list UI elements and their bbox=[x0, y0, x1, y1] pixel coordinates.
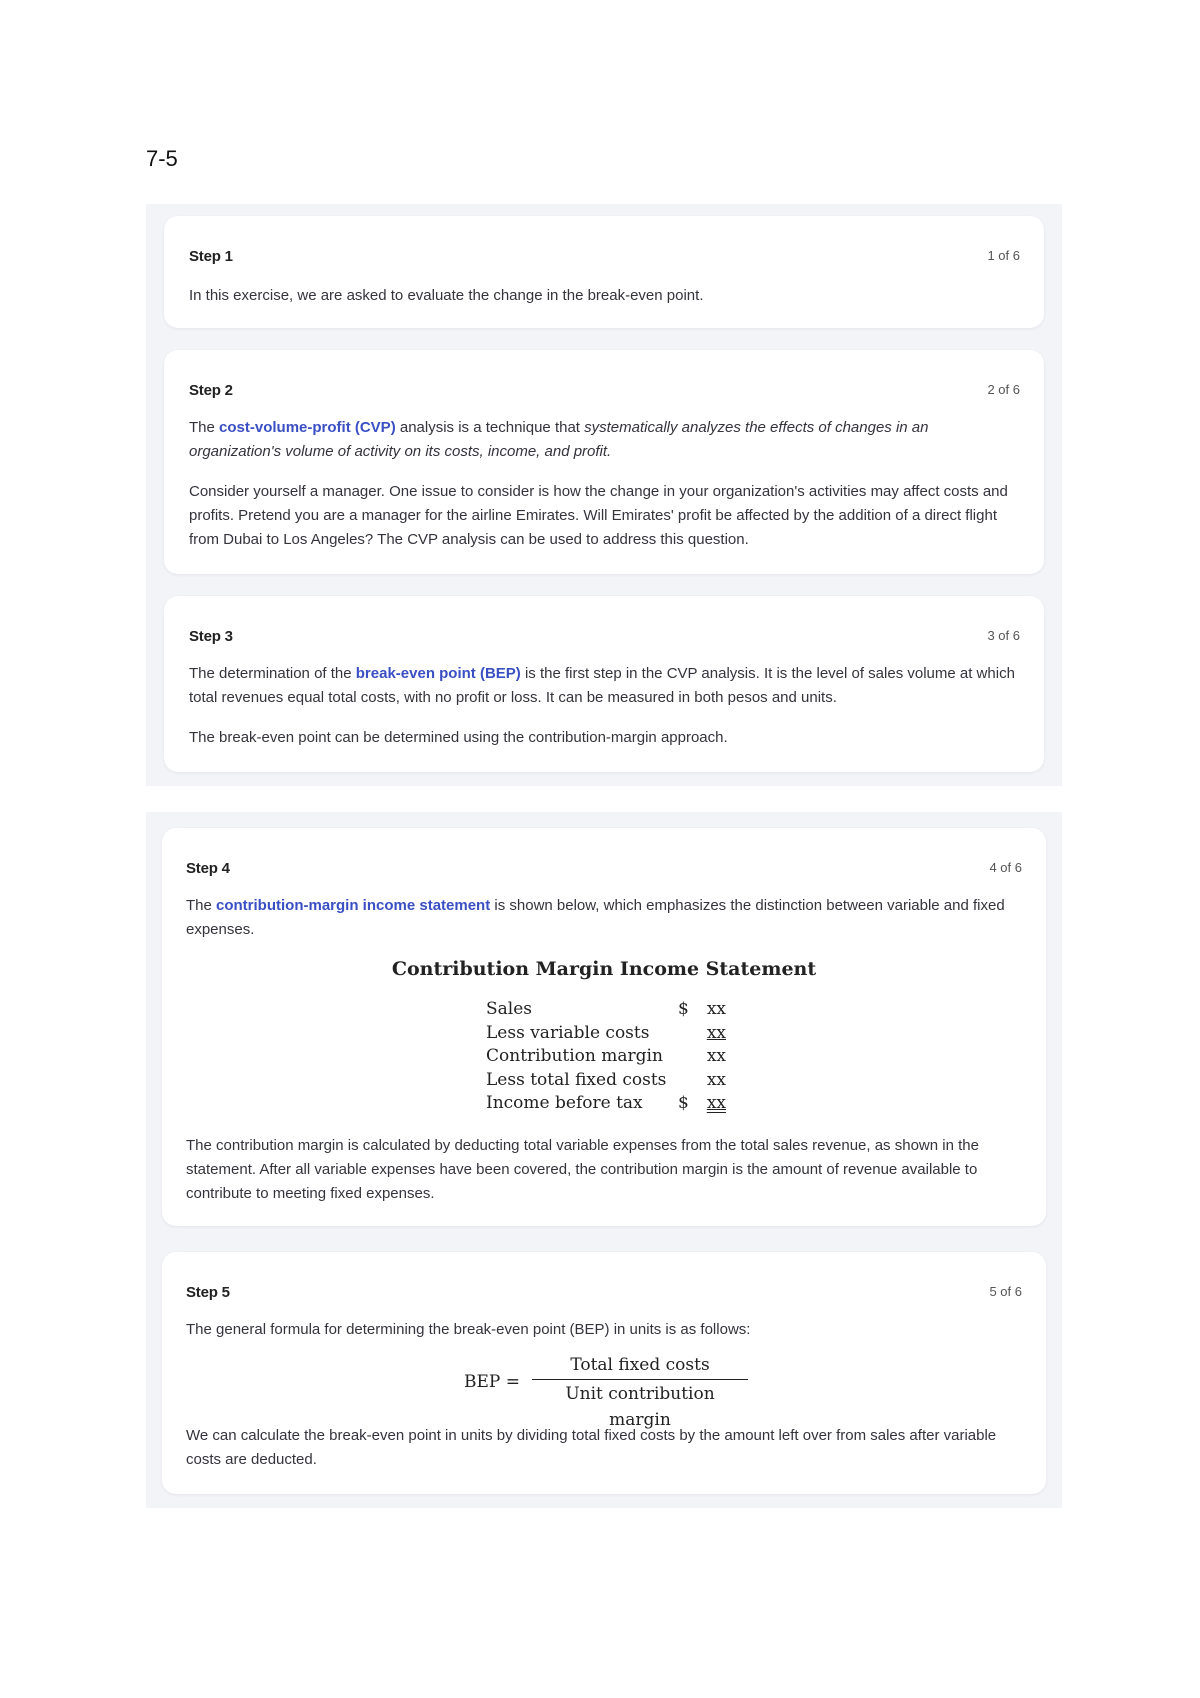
step-card-4 bbox=[162, 828, 1046, 1226]
statement-row-label: Sales bbox=[486, 999, 533, 1019]
step-card-3 bbox=[164, 596, 1044, 772]
step-text: The contribution margin is calculated by deducting total variable expenses from the total sales revenue, as shown in the statement. After all variable expenses have been covered, the contribution margin is the amount of revenue available to contribute to meeting fixed expenses. bbox=[186, 1137, 979, 1202]
step-card-5 bbox=[162, 1252, 1046, 1494]
step-label: Step 3 bbox=[189, 628, 233, 645]
statement-row-income-before-tax bbox=[486, 1092, 726, 1116]
formula-numerator: Total fixed costs bbox=[570, 1355, 710, 1375]
step-label: Step 1 bbox=[189, 248, 233, 265]
solution-panel-2 bbox=[146, 812, 1062, 1508]
page-title: 7-5 bbox=[146, 146, 178, 171]
text-segment: is the first step in the CVP analysis. It is the level of sales volume at which total revenues equal total costs, with no profit or loss. It can be measured in both pesos and units. bbox=[189, 665, 1015, 706]
step-counter: 3 of 6 bbox=[987, 628, 1020, 643]
statement-row-amount: xx bbox=[706, 1069, 726, 1090]
statement-row-currency: $ bbox=[678, 1093, 689, 1113]
step-label: Step 2 bbox=[189, 382, 233, 399]
statement-row-currency bbox=[678, 1069, 700, 1093]
formula-fraction bbox=[532, 1352, 748, 1430]
statement-row-fixed-costs bbox=[486, 1069, 726, 1093]
step-counter: 2 of 6 bbox=[987, 382, 1020, 397]
step-text: The general formula for determining the break-even point (BEP) in units is as follows: bbox=[186, 1321, 751, 1338]
step-counter: 4 of 6 bbox=[989, 860, 1022, 875]
statement-row-currency: $ bbox=[678, 999, 689, 1019]
statement-title: Contribution Margin Income Statement bbox=[391, 958, 817, 980]
statement-row-currency bbox=[678, 1022, 700, 1046]
statement-row-contribution-margin bbox=[486, 1045, 726, 1069]
text-segment: analysis is a technique that bbox=[395, 419, 585, 436]
cvp-definition-italic: systematically analyzes the effects of changes in an organization's volume of activity on its costs, income, and profit. bbox=[189, 419, 929, 460]
statement-row-sales bbox=[486, 998, 726, 1022]
step-counter: 1 of 6 bbox=[987, 248, 1020, 263]
statement-row-label: Less total fixed costs bbox=[486, 1069, 667, 1090]
statement-row-amount: xx bbox=[706, 1093, 726, 1113]
step-text: Consider yourself a manager. One issue to consider is how the change in your organization's activities may affect costs and profits. Pretend you are a manager for the airline Emirates. Will Emirates' profit be affected by the addition of a direct flight from Dubai to Los Angeles? The CVP analysis can be used to address this question. bbox=[189, 483, 1008, 548]
step-card-2 bbox=[164, 350, 1044, 574]
statement-row-amount: xx bbox=[706, 1046, 726, 1066]
text-segment: The bbox=[189, 419, 220, 436]
solution-panel-1 bbox=[146, 204, 1062, 786]
step-label: Step 4 bbox=[186, 860, 230, 877]
statement-row-label: Contribution margin bbox=[486, 1046, 663, 1066]
text-segment: The determination of the bbox=[189, 665, 356, 682]
step-text: In this exercise, we are asked to evaluate the change in the break-even point. bbox=[189, 287, 704, 304]
step-label: Step 5 bbox=[186, 1284, 230, 1301]
text-segment: is shown below, which emphasizes the distinction between variable and fixed expenses. bbox=[186, 897, 1005, 938]
text-segment: The bbox=[186, 897, 217, 914]
statement-row-currency bbox=[678, 1045, 700, 1069]
statement-row-amount: xx bbox=[706, 999, 726, 1019]
statement-row-label: Less variable costs bbox=[486, 1022, 650, 1043]
fraction-bar bbox=[532, 1379, 748, 1380]
step-text-cvp-definition bbox=[189, 416, 1019, 464]
statement-row-label: Income before tax bbox=[486, 1093, 643, 1113]
statement-row-variable-costs bbox=[486, 1022, 726, 1046]
formula-denominator: Unit contribution margin bbox=[565, 1384, 715, 1430]
term-bep: break-even point (BEP) bbox=[355, 665, 521, 682]
step-card-1 bbox=[164, 216, 1044, 328]
step-text-bep-definition bbox=[189, 662, 1019, 710]
step-text: We can calculate the break-even point in units by dividing total fixed costs by the amount left over from sales after variable costs are deducted. bbox=[186, 1427, 997, 1468]
step-counter: 5 of 6 bbox=[989, 1284, 1022, 1299]
step-text-cm-statement-intro bbox=[186, 894, 1022, 942]
term-cvp: cost-volume-profit (CVP) bbox=[219, 419, 396, 436]
statement-row-amount: xx bbox=[706, 1022, 726, 1043]
bep-formula bbox=[464, 1352, 754, 1430]
contribution-margin-statement bbox=[486, 998, 726, 1116]
term-cm-income-statement: contribution-margin income statement bbox=[216, 897, 491, 914]
formula-lhs: BEP = bbox=[464, 1372, 520, 1392]
step-text: The break-even point can be determined using the contribution-margin approach. bbox=[189, 729, 728, 746]
